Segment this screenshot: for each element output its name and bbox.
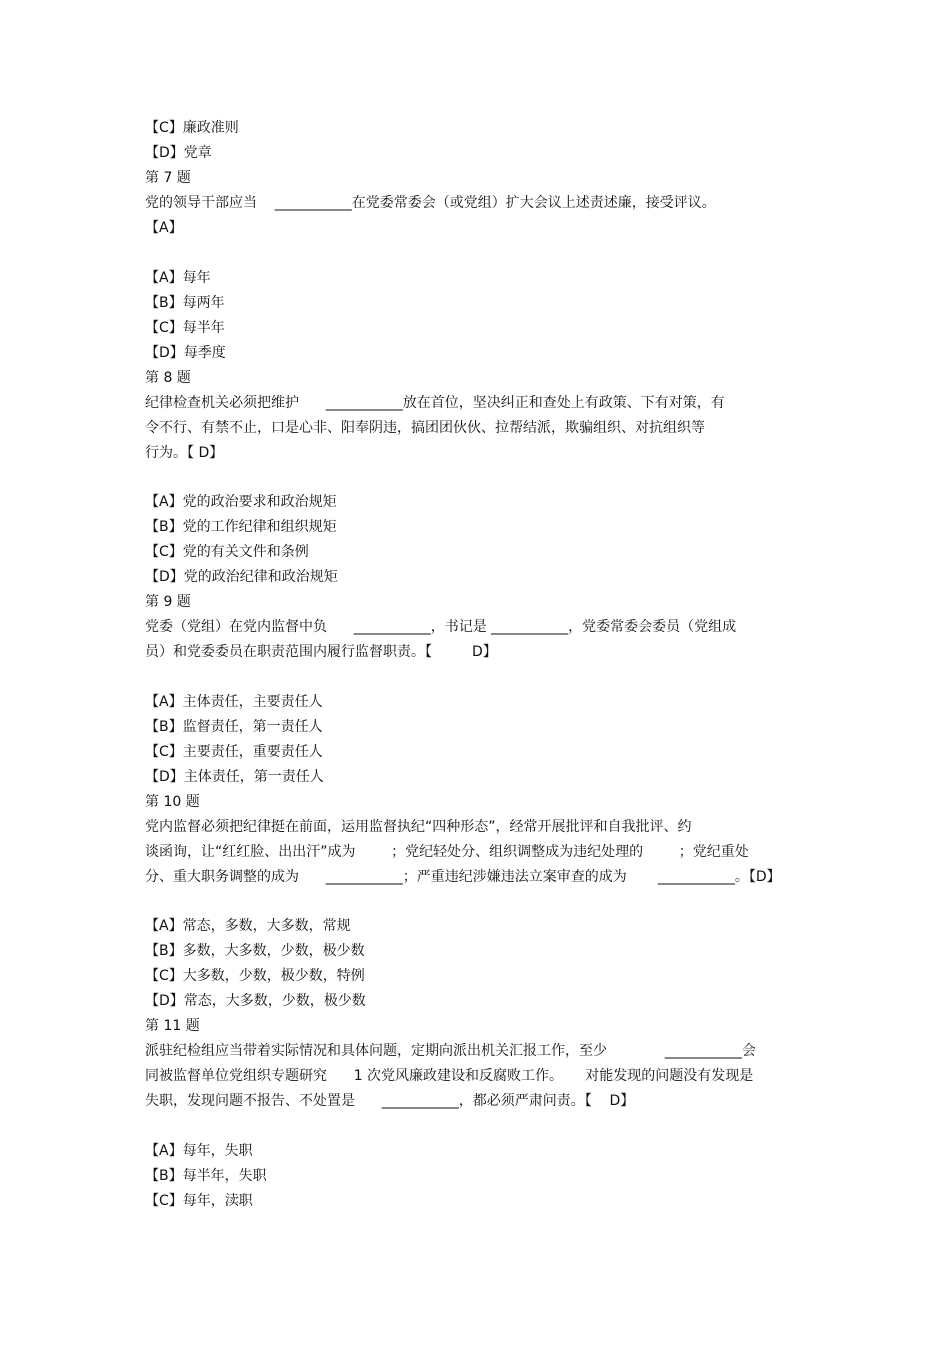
question-text: 谈函询，让“红红脸、出出汗”成为 ；党纪轻处分、组织调整成为违纪处理的 ；党纪重处: [145, 844, 749, 860]
option-line: 【B】多数，大多数，少数，极少数: [145, 943, 365, 959]
question-text: 员）和党委委员在职责范围内履行监督职责。【 D】: [145, 644, 497, 660]
question-text: 行为。【 D】: [145, 445, 224, 461]
question-text: 党委（党组）在党内监督中负 ___________，书记是 ___________，党委常委会委员（党组成: [145, 619, 737, 635]
option-line: 【B】每两年: [145, 295, 225, 311]
question-text: 纪律检查机关必须把维护 ___________放在首位，坚决纠正和查处上有政策、下有对策，有: [145, 395, 725, 411]
question-text: 派驻纪检组应当带着实际情况和具体问题，定期向派出机关汇报工作，至少 ___________会: [145, 1043, 756, 1059]
option-line: 【C】廉政准则: [145, 120, 239, 136]
option-line: 【D】党的政治纪律和政治规矩: [145, 569, 338, 585]
option-line: 【C】每半年: [145, 320, 225, 336]
question-text: 同被监督单位党组织专题研究 1 次党风廉政建设和反腐败工作。 对能发现的问题没有发现是: [145, 1068, 754, 1084]
question-number: 第 10 题: [145, 794, 200, 810]
question-number: 第 8 题: [145, 370, 191, 386]
option-line: 【C】党的有关文件和条例: [145, 544, 309, 560]
option-line: 【D】常态，大多数，少数，极少数: [145, 993, 366, 1009]
option-line: 【A】每年，失职: [145, 1143, 253, 1159]
question-number: 第 9 题: [145, 594, 191, 610]
option-line: 【A】主体责任，主要责任人: [145, 694, 323, 710]
question-text: 党的领导干部应当 ___________在党委常委会（或党组）扩大会议上述责述廉，接受评议。: [145, 195, 716, 211]
answer-line: 【A】: [145, 220, 183, 236]
option-line: 【C】每年，渎职: [145, 1193, 253, 1209]
option-line: 【A】常态，多数，大多数，常规: [145, 918, 351, 934]
option-line: 【A】每年: [145, 270, 211, 286]
option-line: 【B】监督责任，第一责任人: [145, 719, 323, 735]
question-number: 第 11 题: [145, 1018, 200, 1034]
option-line: 【D】党章: [145, 145, 212, 161]
question-text: 令不行、有禁不止，口是心非、阳奉阴违，搞团团伙伙、拉帮结派，欺骗组织、对抗组织等: [145, 420, 705, 436]
question-text: 失职，发现问题不报告、不处置是 ___________，都必须严肃问责。【 D】: [145, 1093, 635, 1109]
option-line: 【C】主要责任，重要责任人: [145, 744, 323, 760]
option-line: 【D】每季度: [145, 345, 226, 361]
question-text: 分、重大职务调整的成为 ___________；严重违纪涉嫌违法立案审查的成为 ___________。【D】: [145, 869, 781, 885]
option-line: 【B】每半年，失职: [145, 1168, 267, 1184]
option-line: 【D】主体责任，第一责任人: [145, 769, 324, 785]
option-line: 【C】大多数，少数，极少数，特例: [145, 968, 365, 984]
option-line: 【B】党的工作纪律和组织规矩: [145, 519, 337, 535]
question-number: 第 7 题: [145, 170, 191, 186]
question-text: 党内监督必须把纪律挺在前面，运用监督执纪“四种形态”，经常开展批评和自我批评、约: [145, 819, 692, 835]
option-line: 【A】党的政治要求和政治规矩: [145, 494, 337, 510]
